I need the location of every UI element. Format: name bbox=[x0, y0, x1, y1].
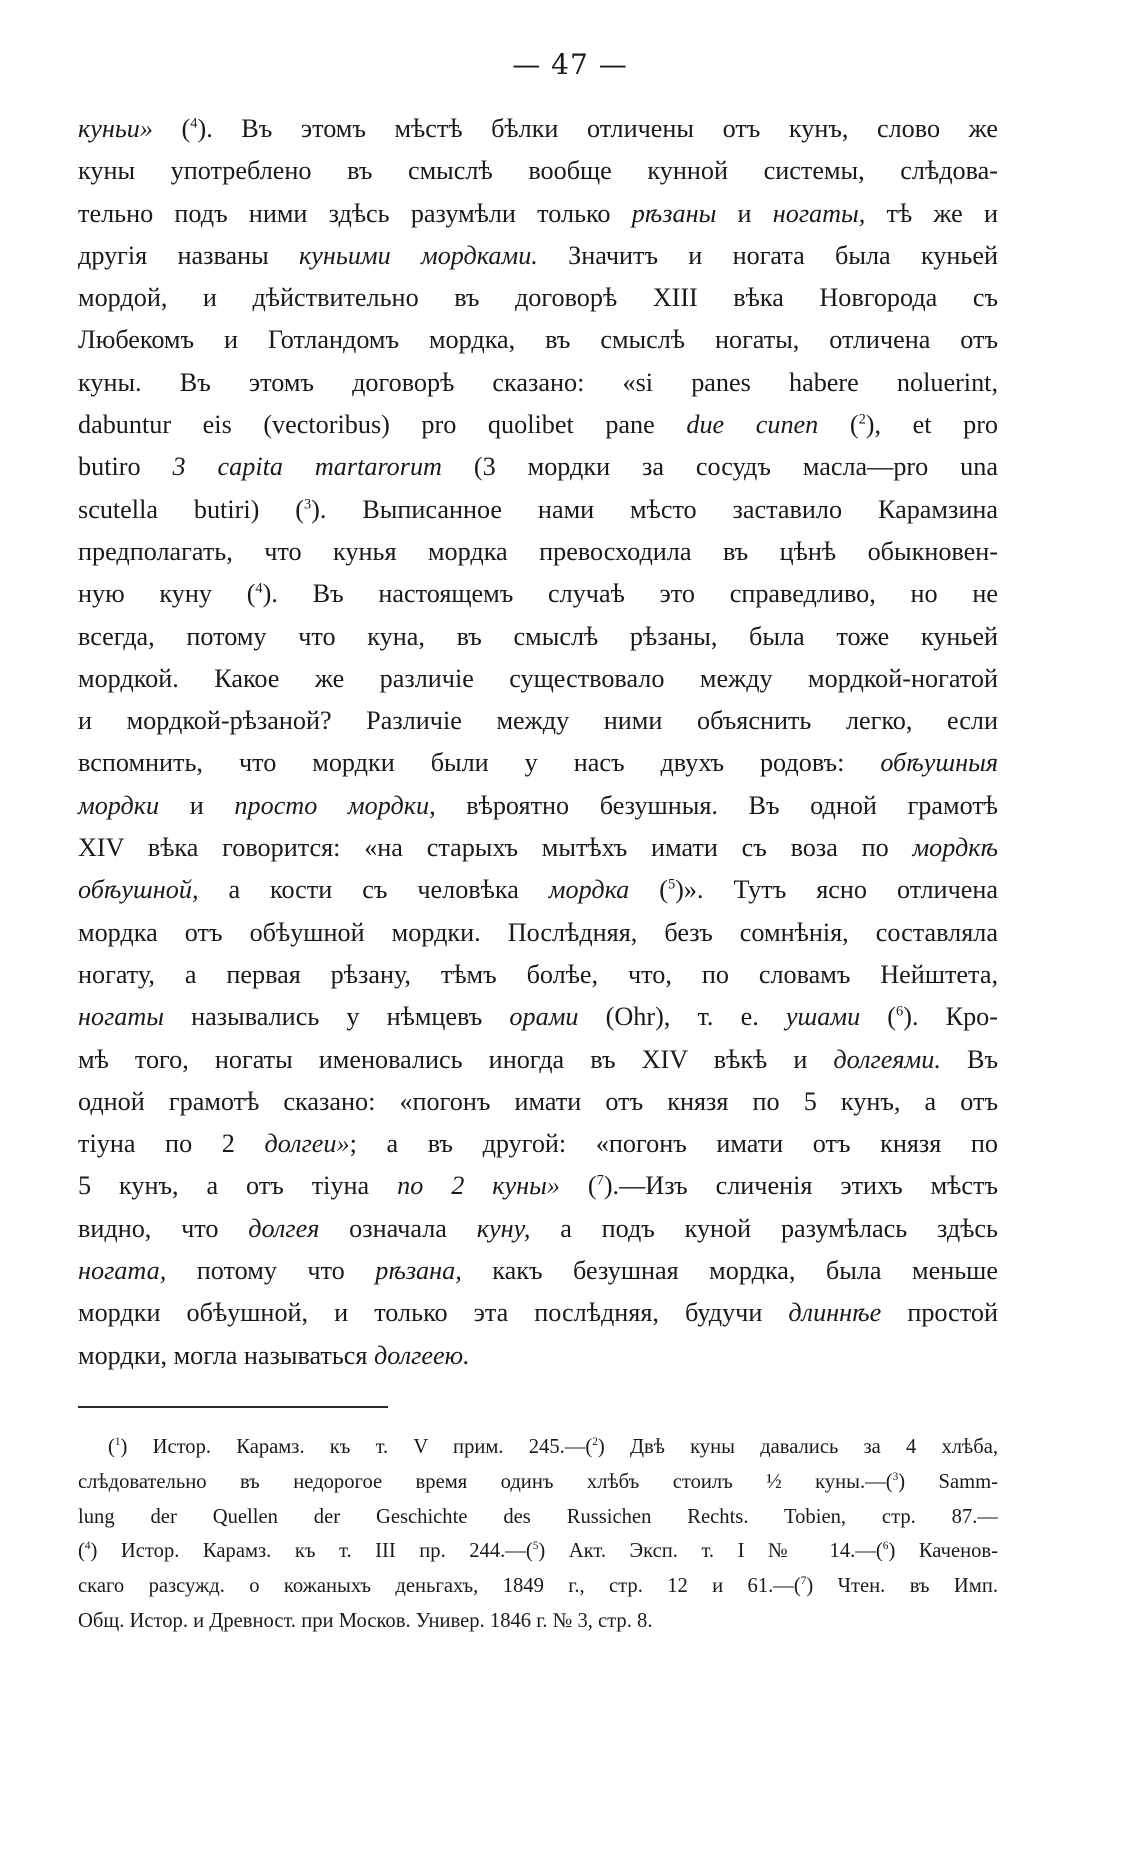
text-run: ) Samm- bbox=[898, 1470, 998, 1493]
text-run: ( bbox=[152, 114, 191, 143]
italic-term: куну, bbox=[476, 1213, 531, 1243]
text-run: ( bbox=[629, 875, 668, 905]
body-line bbox=[78, 193, 998, 235]
footnote-marker: 7 bbox=[800, 1575, 807, 1588]
italic-term: долгеи» bbox=[264, 1129, 350, 1159]
text-run: простой bbox=[881, 1298, 999, 1328]
footnote-line bbox=[78, 1500, 998, 1535]
footnote-marker: 5 bbox=[667, 876, 676, 893]
text-run: куны употреблено въ смыслѣ вообще кунной системы, слѣдова- bbox=[78, 156, 998, 186]
text-run: ).—Изъ сличенія этихъ мѣстъ bbox=[603, 1171, 998, 1201]
footnote-separator bbox=[78, 1406, 388, 1408]
body-line bbox=[78, 742, 998, 784]
italic-term: ногата, bbox=[78, 1256, 167, 1286]
body-line bbox=[78, 277, 998, 319]
footnote-marker: 3 bbox=[303, 495, 312, 512]
text-run: ( bbox=[818, 410, 859, 440]
italic-term: рѣзаны bbox=[631, 198, 717, 228]
text-run: а подъ куной разумѣлась здѣсь bbox=[530, 1213, 998, 1243]
text-run: скаго разсужд. о кожаныхъ деньгахъ, 1849 г., стр. 12 и 61.—( bbox=[78, 1575, 801, 1598]
italic-term: ногаты bbox=[78, 1002, 165, 1032]
body-text bbox=[78, 108, 998, 1377]
footnote-marker: 2 bbox=[592, 1436, 598, 1449]
body-line bbox=[78, 869, 998, 911]
text-run: мордки, могла называться bbox=[78, 1340, 375, 1370]
text-run: и bbox=[716, 198, 773, 228]
body-line bbox=[78, 235, 998, 277]
text-run: тіуна по 2 bbox=[78, 1129, 265, 1159]
text-run: ). Выписанное нами мѣсто заставило Карамзина bbox=[311, 494, 998, 524]
text-run: 5 кунъ, а отъ тіуна bbox=[78, 1171, 398, 1201]
body-line bbox=[78, 700, 998, 742]
text-run: scutella butiri) ( bbox=[78, 494, 304, 524]
text-run: ) Чтен. въ Имп. bbox=[806, 1575, 998, 1598]
text-run: мордкой. Какое же различіе существовало между мордкой-ногатой bbox=[78, 663, 998, 693]
italic-term: рѣзана, bbox=[375, 1256, 462, 1286]
body-line bbox=[78, 616, 998, 658]
body-line bbox=[78, 1335, 998, 1377]
text-run: (3 мордки за сосудъ масла—pro una bbox=[441, 452, 998, 482]
footnote-line bbox=[78, 1604, 998, 1639]
italic-term: мордка bbox=[548, 875, 630, 905]
body-line bbox=[78, 150, 998, 192]
body-line bbox=[78, 785, 998, 827]
text-run: ную куну ( bbox=[78, 579, 256, 609]
text-run: ), et pro bbox=[865, 410, 999, 440]
text-run: ; а въ другой: «погонъ имати отъ князя по bbox=[349, 1129, 998, 1159]
text-run: ) Истор. Карамз. къ т. III пр. 244.—( bbox=[90, 1540, 533, 1563]
text-run: и мордкой-рѣзаной? Различіе между ними объяснить легко, если bbox=[78, 706, 998, 736]
italic-term: 3 capita martarorum bbox=[172, 452, 442, 482]
body-line bbox=[78, 1292, 998, 1334]
text-run: вспомнить, что мордки были у насъ двухъ родовъ: bbox=[78, 748, 881, 778]
text-run: тельно подъ ними здѣсь разумѣли только bbox=[78, 198, 632, 228]
italic-term: обѣушной, bbox=[78, 875, 199, 905]
italic-term: длиннѣе bbox=[788, 1298, 882, 1328]
footnote-marker: 4 bbox=[84, 1540, 91, 1553]
text-run: ). Въ настоящемъ случаѣ это справедливо, но не bbox=[262, 579, 998, 609]
footnote-marker: 5 bbox=[532, 1540, 539, 1553]
text-run: ) Акт. Эксп. т. I № 14.—( bbox=[538, 1540, 883, 1563]
body-line bbox=[78, 531, 998, 573]
text-run: какъ безушная мордка, была меньше bbox=[461, 1256, 998, 1286]
text-run: всегда, потому что куна, въ смыслѣ рѣзаны, была тоже куньей bbox=[78, 621, 998, 651]
footnote-line bbox=[78, 1534, 998, 1569]
footnote-line bbox=[78, 1569, 998, 1604]
text-run: предполагать, что кунья мордка превосходила въ цѣнѣ обыкновен- bbox=[78, 536, 998, 566]
body-line bbox=[78, 1208, 998, 1250]
footnote-line bbox=[78, 1430, 998, 1465]
italic-term: орами bbox=[509, 1002, 579, 1032]
text-run: ( bbox=[108, 1436, 115, 1458]
body-line bbox=[78, 446, 998, 488]
footnote-marker: 2 bbox=[858, 411, 866, 428]
text-run: мѣ того, ногаты именовались иногда въ XIV вѣкѣ и bbox=[78, 1044, 834, 1074]
text-run: ( bbox=[860, 1002, 897, 1032]
body-line bbox=[78, 954, 998, 996]
page-number: — 47 — bbox=[512, 48, 628, 81]
body-line bbox=[78, 1081, 998, 1123]
italic-term: просто мордки, bbox=[234, 790, 436, 820]
italic-term: мордки bbox=[78, 790, 160, 820]
footnote-marker: 1 bbox=[114, 1436, 121, 1449]
footnote-marker: 6 bbox=[896, 1003, 904, 1020]
body-line bbox=[78, 573, 998, 615]
text-run: тѣ же и bbox=[865, 198, 998, 228]
body-line bbox=[78, 658, 998, 700]
text-run: мордка отъ обѣушной мордки. Послѣдняя, безъ сомнѣнія, составляла bbox=[78, 917, 998, 947]
text-run: ногату, а первая рѣзану, тѣмъ болѣе, что, по словамъ Нейштета, bbox=[78, 959, 998, 989]
body-line bbox=[78, 1039, 998, 1081]
body-line bbox=[78, 1250, 998, 1292]
text-run: мордой, и дѣйствительно въ договорѣ XIII вѣка Новгорода съ bbox=[78, 283, 998, 313]
text-run: Въ bbox=[940, 1044, 998, 1074]
text-run: другія названы bbox=[78, 240, 300, 270]
body-line bbox=[78, 489, 998, 531]
text-run: мордки обѣушной, и только эта послѣдняя, будучи bbox=[78, 1298, 789, 1328]
text-run: Любекомъ и Готландомъ мордка, въ смыслѣ ногаты, отличена отъ bbox=[78, 325, 998, 355]
body-line bbox=[78, 1165, 998, 1207]
text-run: dabuntur eis (vectoribus) pro quolibet pane bbox=[78, 410, 687, 440]
italic-term: due cunen bbox=[686, 410, 819, 440]
text-run: (Ohr), т. е. bbox=[578, 1002, 786, 1032]
footnote-marker: 4 bbox=[190, 115, 198, 132]
text-run: ) Двѣ куны давались за 4 хлѣба, bbox=[597, 1436, 998, 1458]
italic-term: обѣушныя bbox=[880, 748, 998, 778]
text-run: ) Истор. Карамз. къ т. V прим. 245.—( bbox=[120, 1436, 593, 1458]
italic-term: ушами bbox=[785, 1002, 861, 1032]
body-line bbox=[78, 108, 998, 150]
body-line bbox=[78, 996, 998, 1038]
text-run: lung der Quellen der Geschichte des Russichen Rechts. Tobien, стр. 87.— bbox=[78, 1505, 998, 1528]
text-run: слѣдовательно въ недорогое время одинъ хлѣбъ стоилъ ½ куны.—( bbox=[78, 1470, 893, 1493]
text-run: ( bbox=[559, 1171, 597, 1201]
italic-term: долгея bbox=[248, 1213, 320, 1243]
body-line bbox=[78, 362, 998, 404]
italic-term: куньи» bbox=[78, 114, 153, 143]
footnote-marker: 7 bbox=[596, 1172, 604, 1189]
italic-term: мордкѣ bbox=[912, 833, 998, 863]
text-run: ( bbox=[78, 1540, 85, 1563]
text-run: потому что bbox=[166, 1256, 376, 1286]
body-line bbox=[78, 912, 998, 954]
body-line bbox=[78, 319, 998, 361]
body-line bbox=[78, 827, 998, 869]
text-run: назывались у нѣмцевъ bbox=[164, 1002, 510, 1032]
italic-term: куньими мордками. bbox=[299, 240, 538, 270]
text-run: вѣроятно безушныя. Въ одной грамотѣ bbox=[435, 790, 999, 820]
text-run: и bbox=[159, 790, 235, 820]
text-run: XIV вѣка говорится: «на старыхъ мытѣхъ имати съ воза по bbox=[78, 833, 913, 863]
italic-term: по 2 куны» bbox=[397, 1171, 560, 1201]
text-run: Значитъ и ногата была куньей bbox=[537, 240, 998, 270]
text-run: видно, что bbox=[78, 1213, 249, 1243]
italic-term: долгеями. bbox=[833, 1044, 941, 1074]
body-line bbox=[78, 1123, 998, 1165]
text-run: означала bbox=[319, 1213, 477, 1243]
text-run: )». Тутъ ясно отличена bbox=[675, 875, 998, 905]
text-run: одной грамотѣ сказано: «погонъ имати отъ князя по 5 кунъ, а отъ bbox=[78, 1086, 998, 1116]
footnote-marker: 3 bbox=[892, 1470, 899, 1483]
text-run: ) Каченов- bbox=[888, 1540, 999, 1563]
italic-term: ногаты, bbox=[772, 198, 866, 228]
text-run: butiro bbox=[78, 452, 173, 482]
text-run: а кости съ человѣка bbox=[198, 875, 549, 905]
body-line bbox=[78, 404, 998, 446]
text-run: куны. Въ этомъ договорѣ сказано: «si panes habere noluerint, bbox=[78, 367, 998, 397]
text-run: ). Кро- bbox=[903, 1002, 998, 1032]
footnote-marker: 6 bbox=[882, 1540, 889, 1553]
text-run: ). Въ этомъ мѣстѣ бѣлки отличены отъ кунъ, слово же bbox=[197, 114, 998, 143]
footnotes bbox=[78, 1430, 998, 1639]
text-run: Общ. Истор. и Древност. при Москов. Универ. 1846 г. № 3, стр. 8. bbox=[78, 1609, 653, 1632]
footnote-line bbox=[78, 1465, 998, 1500]
footnote-marker: 4 bbox=[255, 580, 263, 597]
italic-term: долгеею. bbox=[374, 1340, 470, 1370]
